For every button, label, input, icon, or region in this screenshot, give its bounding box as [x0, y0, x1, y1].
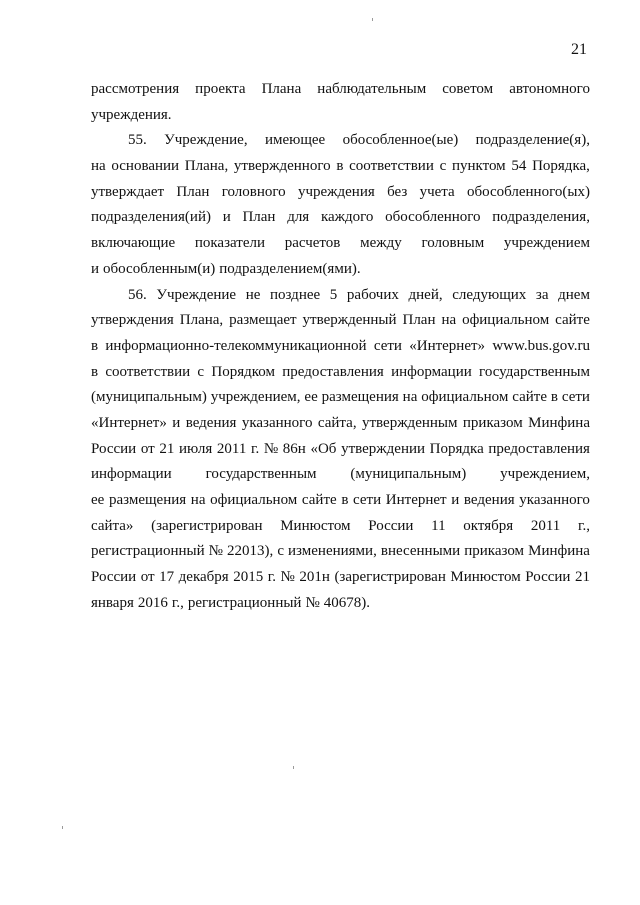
text-line	[91, 205, 590, 231]
word: ее	[91, 492, 105, 508]
word: г.	[250, 440, 260, 457]
word: рабочих	[346, 286, 399, 303]
word: предоставления	[282, 363, 384, 380]
word: позднее	[270, 286, 321, 303]
word: Порядка,	[532, 158, 590, 175]
word: рассмотрения	[91, 81, 180, 97]
word: г.,	[578, 517, 590, 534]
word: сайте	[555, 312, 590, 329]
word: от	[140, 569, 155, 586]
text-line	[91, 308, 590, 334]
word: информации	[91, 466, 172, 483]
text-line	[91, 128, 590, 154]
word: 17	[159, 569, 175, 586]
word: России	[525, 569, 571, 586]
word: учреждением,	[210, 389, 301, 406]
text-line	[91, 462, 590, 488]
word: обособленного	[385, 209, 481, 226]
word: сайте	[512, 389, 548, 406]
text-line	[91, 103, 590, 129]
word: проекта	[195, 81, 246, 97]
word: учреждением	[503, 235, 590, 252]
text-line	[91, 154, 590, 180]
word: размещения	[321, 389, 399, 406]
text-line	[91, 488, 590, 514]
word: утвержденный	[302, 312, 397, 329]
word: 2011	[530, 517, 561, 534]
word: изменениями,	[288, 543, 377, 560]
word: от	[140, 440, 155, 457]
word: регистрационный	[91, 543, 205, 560]
word: Учреждение	[156, 286, 237, 303]
word: ведения	[185, 414, 237, 431]
word: 2016	[137, 594, 168, 611]
word: «Интернет»	[91, 414, 167, 431]
text-line	[91, 283, 590, 309]
text-line	[91, 257, 590, 283]
word: ее	[304, 389, 318, 406]
text-line	[91, 565, 590, 591]
word: подразделением(ями).	[219, 260, 361, 277]
word: в	[91, 337, 99, 354]
word: пунктом	[451, 158, 506, 175]
word: внесенными	[380, 543, 461, 560]
word: советом	[442, 81, 494, 97]
word: учреждения.	[91, 106, 172, 123]
word: обособленное(ые)	[342, 132, 459, 149]
word: июля	[179, 440, 213, 457]
word: сети	[353, 492, 382, 508]
word: План	[176, 183, 210, 200]
word: 21	[159, 440, 175, 457]
word: 56.	[128, 286, 147, 303]
word: регистрационный	[187, 594, 302, 611]
word: №	[263, 440, 279, 457]
word: предоставления	[488, 440, 590, 457]
word: обособленным(и)	[103, 260, 216, 277]
word: 54	[511, 158, 527, 175]
word: и	[172, 414, 181, 431]
text-line	[91, 514, 590, 540]
word: информационно-телекоммуникационной	[105, 337, 367, 354]
word: утверждает	[91, 183, 165, 200]
word: сайте	[301, 492, 337, 508]
word: подразделения,	[492, 209, 590, 226]
scan-speck	[62, 826, 63, 829]
word: утверждения	[91, 312, 174, 329]
word: информации	[391, 363, 472, 380]
word: 86н	[282, 440, 306, 457]
word: приказом	[462, 414, 523, 431]
word: Минюстом	[450, 569, 521, 586]
word: и	[451, 492, 460, 508]
text-line	[91, 77, 590, 103]
word: на	[91, 158, 106, 175]
word: официальном	[462, 312, 550, 329]
word: Плана,	[179, 312, 224, 329]
word: утверждении	[341, 440, 426, 457]
word: Минфина	[528, 414, 590, 431]
word: «Интернет»	[409, 337, 486, 354]
word: План	[242, 209, 276, 226]
word: Плана	[261, 81, 302, 97]
word: на	[402, 389, 418, 406]
word: с	[277, 543, 284, 560]
word: для	[287, 209, 310, 226]
word: имеющее	[264, 132, 326, 149]
word: (муниципальным)	[350, 466, 467, 483]
word: января	[91, 594, 134, 611]
word: указанного	[519, 492, 590, 508]
word: обособленного(ых)	[466, 183, 590, 200]
word: №	[208, 543, 223, 560]
text-line	[91, 539, 590, 565]
word: головным	[421, 235, 485, 252]
word: с	[439, 158, 447, 175]
word: в	[336, 158, 344, 175]
word: без	[387, 183, 408, 200]
word: на	[190, 492, 206, 508]
word: показатели	[194, 235, 266, 252]
text-line	[91, 334, 590, 360]
word: с	[197, 363, 205, 380]
text-line	[91, 437, 590, 463]
word: каждого	[320, 209, 374, 226]
word: Учреждение,	[164, 132, 248, 149]
word: Плана,	[184, 158, 229, 175]
word: 2011	[216, 440, 247, 457]
word: и	[222, 209, 231, 226]
word: расчетов	[284, 235, 341, 252]
word: 11	[431, 517, 446, 534]
word: государственным	[205, 466, 317, 483]
word: подразделение(я),	[475, 132, 590, 149]
word: №	[280, 569, 295, 586]
word: головного	[221, 183, 286, 200]
word: соответствии	[349, 158, 434, 175]
text-line	[91, 360, 590, 386]
word: между	[360, 235, 402, 252]
word: декабря	[178, 569, 229, 586]
word: 55.	[128, 132, 147, 149]
word: Интернет	[385, 492, 447, 508]
word: указанного	[241, 414, 313, 431]
word: (зарегистрирован	[334, 569, 446, 586]
word: за	[535, 286, 549, 303]
word: в	[341, 492, 349, 508]
word: дней,	[408, 286, 443, 303]
word: соответствии	[105, 363, 191, 380]
text-line	[91, 385, 590, 411]
word: октября	[463, 517, 514, 534]
word: 2015	[233, 569, 264, 586]
word: ведения	[463, 492, 515, 508]
word: подразделения(ий)	[91, 209, 211, 226]
word: 22013),	[227, 543, 274, 560]
word: в	[91, 363, 99, 380]
document-body	[91, 77, 590, 616]
word: №	[305, 594, 320, 611]
word: размещения	[108, 492, 187, 508]
text-line	[91, 411, 590, 437]
text-line	[91, 591, 590, 617]
word: (муниципальным)	[91, 389, 207, 406]
word: «Об	[310, 440, 337, 457]
word: (зарегистрирован	[151, 517, 263, 534]
word: www.bus.gov.ru	[492, 337, 590, 354]
scan-speck	[372, 18, 373, 21]
word: на	[441, 312, 457, 329]
page-number: 21	[571, 41, 587, 58]
word: в	[550, 389, 558, 406]
word: сайта»	[91, 517, 134, 534]
word: 40678).	[323, 594, 371, 611]
word: России	[368, 517, 414, 534]
word: основании	[111, 158, 180, 175]
word: следующих	[452, 286, 527, 303]
word: Минюстом	[280, 517, 351, 534]
word: 21	[575, 569, 590, 586]
word: учреждения	[297, 183, 375, 200]
word: 201н	[299, 569, 330, 586]
word: днем	[558, 286, 590, 303]
word: государственным	[479, 363, 590, 380]
word: учреждением,	[500, 466, 590, 483]
word: не	[245, 286, 261, 303]
scan-speck	[293, 766, 294, 769]
word: г.,	[171, 594, 184, 611]
word: План	[402, 312, 436, 329]
text-line	[91, 231, 590, 257]
word: официальном	[210, 492, 298, 508]
word: учета	[419, 183, 455, 200]
word: включающие	[91, 235, 176, 252]
word: России	[91, 569, 137, 586]
word: официальном	[421, 389, 509, 406]
word: утвержденного	[233, 158, 331, 175]
word: и	[91, 260, 100, 277]
word: утвержденным	[361, 414, 458, 431]
word: сети	[373, 337, 402, 354]
word: г.	[267, 569, 276, 586]
text-line	[91, 180, 590, 206]
word: 5	[329, 286, 338, 303]
word: России	[91, 440, 137, 457]
word: наблюдательным	[317, 81, 427, 97]
word: приказом	[464, 543, 525, 560]
word: Порядка	[429, 440, 484, 457]
word: автономного	[509, 81, 590, 97]
word: сети	[561, 389, 590, 406]
word: размещает	[229, 312, 297, 329]
word: Порядком	[211, 363, 275, 380]
word: сайта,	[317, 414, 357, 431]
word: Минфина	[528, 543, 590, 560]
